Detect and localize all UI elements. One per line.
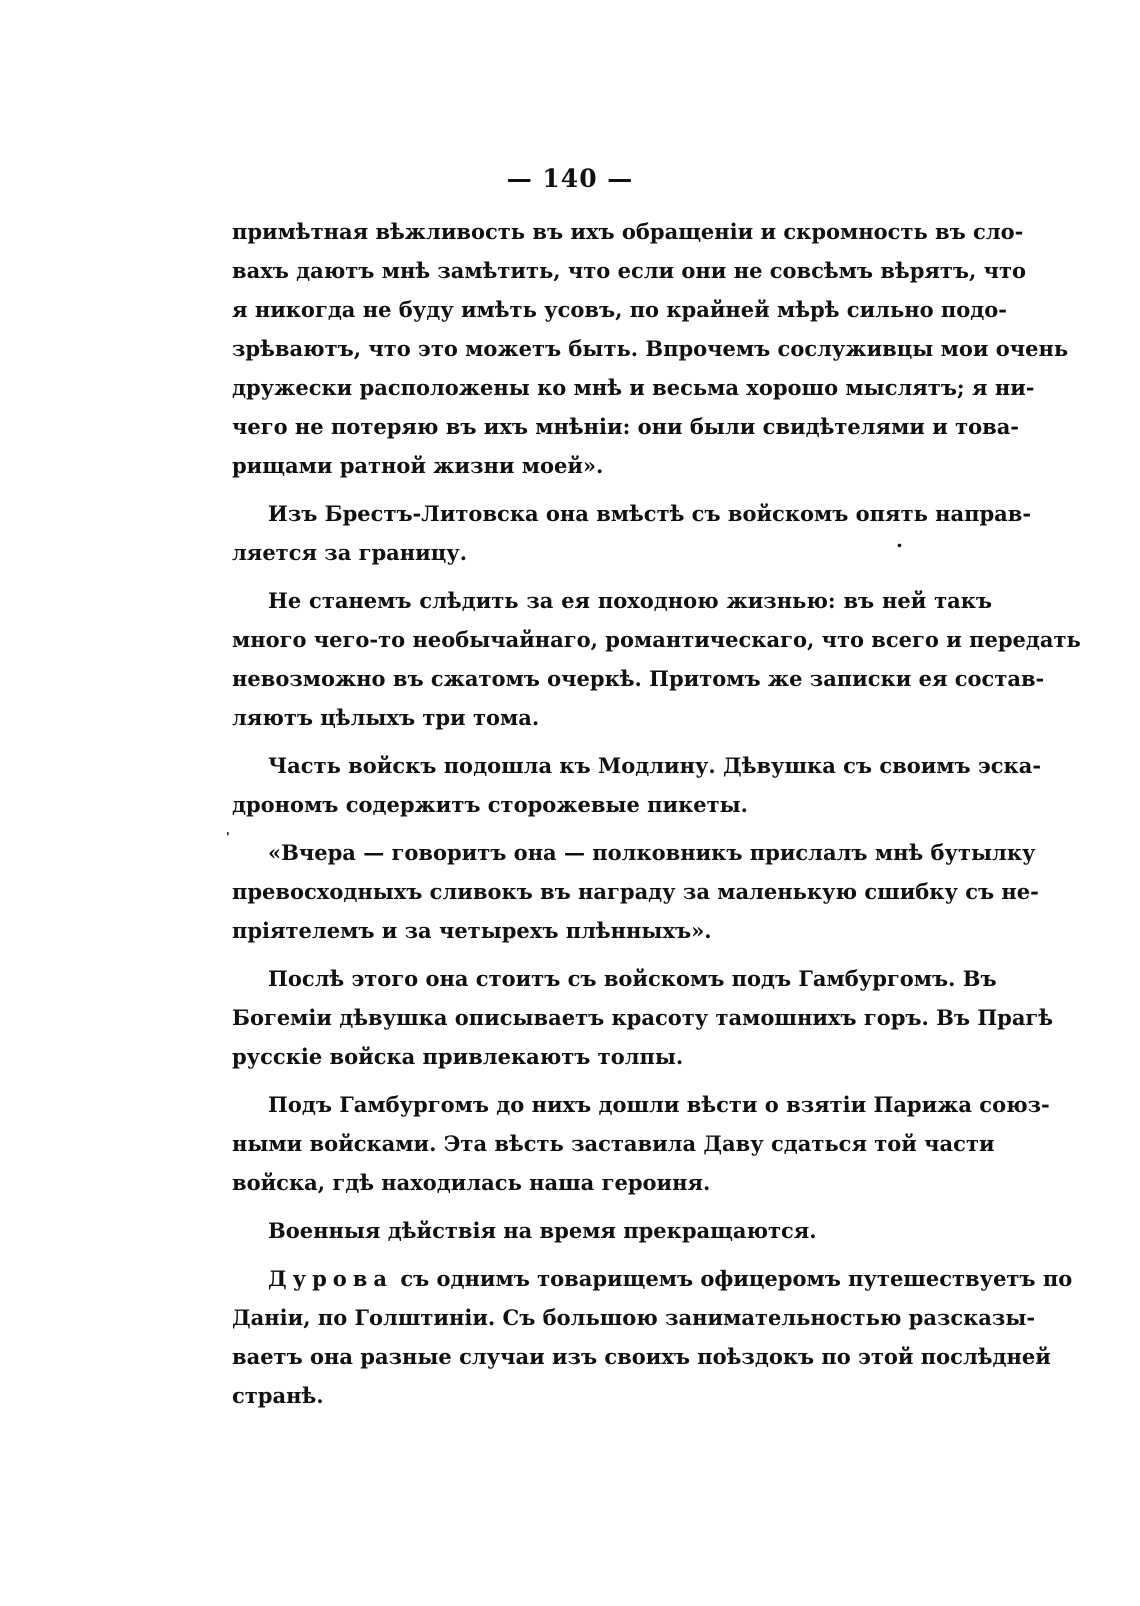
text-line-rest: съ однимъ товарищемъ офицеромъ путешествуетъ по bbox=[393, 1266, 1073, 1291]
text-line: превосходныхъ сливокъ въ награду за маленькую сшибку съ не- bbox=[232, 879, 1039, 904]
paragraph bbox=[232, 746, 1042, 824]
text-line: русскіе войска привлекаютъ толпы. bbox=[232, 1044, 684, 1069]
text-line: странѣ. bbox=[232, 1383, 324, 1408]
text-line bbox=[232, 1259, 1073, 1298]
paragraph bbox=[232, 833, 1039, 950]
text-line: невозможно въ сжатомъ очеркѣ. Притомъ же записки ея состав- bbox=[232, 666, 1045, 691]
text-line: «Вчера — говоритъ она — полковникъ прислалъ мнѣ бутылку bbox=[268, 840, 1036, 865]
paragraph bbox=[232, 494, 1032, 572]
paragraph bbox=[232, 581, 1081, 737]
stray-tick: ' bbox=[226, 830, 230, 844]
text-line: Не станемъ слѣдить за ея походною жизнью: въ ней такъ bbox=[268, 588, 992, 613]
spaced-name: Дурова bbox=[268, 1266, 394, 1291]
text-line: Богеміи дѣвушка описываетъ красоту тамошнихъ горъ. Въ Прагѣ bbox=[232, 1005, 1054, 1030]
text-line: много чего-то необычайнаго, романтическаго, что всего и передать bbox=[232, 627, 1081, 652]
stray-dot: . bbox=[896, 528, 903, 552]
text-line: Военныя дѣйствія на время прекращаются. bbox=[268, 1218, 817, 1243]
paragraph bbox=[232, 1085, 1050, 1202]
text-line: Даніи, по Голштиніи. Съ большою занимательностью разсказы- bbox=[232, 1305, 1036, 1330]
text-line: Изъ Брестъ-Литовска она вмѣстѣ съ войскомъ опять направ- bbox=[268, 501, 1032, 526]
text-line: примѣтная вѣжливость въ ихъ обращеніи и скромность въ сло- bbox=[232, 219, 1024, 244]
page-number: — 140 — bbox=[506, 164, 634, 193]
text-line: ными войсками. Эта вѣсть заставила Даву сдаться той части bbox=[232, 1131, 995, 1156]
text-line: Послѣ этого она стоитъ съ войскомъ подъ Гамбургомъ. Въ bbox=[268, 966, 997, 991]
text-line: я никогда не буду имѣть усовъ, по крайней мѣрѣ сильно подо- bbox=[232, 297, 1008, 322]
text-line: ляется за границу. bbox=[232, 540, 467, 565]
text-line: дружески расположены ко мнѣ и весьма хорошо мыслятъ; я ни- bbox=[232, 375, 1035, 400]
body-text bbox=[232, 212, 1081, 1424]
text-line: зрѣваютъ, что это можетъ быть. Впрочемъ сослуживцы мои очень bbox=[232, 336, 1069, 361]
text-line: Подъ Гамбургомъ до нихъ дошли вѣсти о взятіи Парижа союз- bbox=[268, 1092, 1050, 1117]
text-line: дрономъ содержитъ сторожевые пикеты. bbox=[232, 792, 748, 817]
paragraph bbox=[232, 212, 1069, 485]
paragraph bbox=[232, 959, 1054, 1076]
text-line: ваетъ она разные случаи изъ своихъ поѣздокъ по этой послѣдней bbox=[232, 1344, 1051, 1369]
paragraph bbox=[232, 1259, 1073, 1415]
text-line: вахъ даютъ мнѣ замѣтить, что если они не совсѣмъ вѣрятъ, что bbox=[232, 258, 1027, 283]
text-line: войска, гдѣ находилась наша героиня. bbox=[232, 1170, 711, 1195]
text-line: рищами ратной жизни моей». bbox=[232, 453, 604, 478]
text-line: Часть войскъ подошла къ Модлину. Дѣвушка съ своимъ эска- bbox=[268, 753, 1042, 778]
text-line: пріятелемъ и за четырехъ плѣнныхъ». bbox=[232, 918, 712, 943]
text-line: ляютъ цѣлыхъ три тома. bbox=[232, 705, 540, 730]
text-line: чего не потеряю въ ихъ мнѣніи: они были свидѣтелями и това- bbox=[232, 414, 1020, 439]
paragraph bbox=[232, 1211, 992, 1250]
